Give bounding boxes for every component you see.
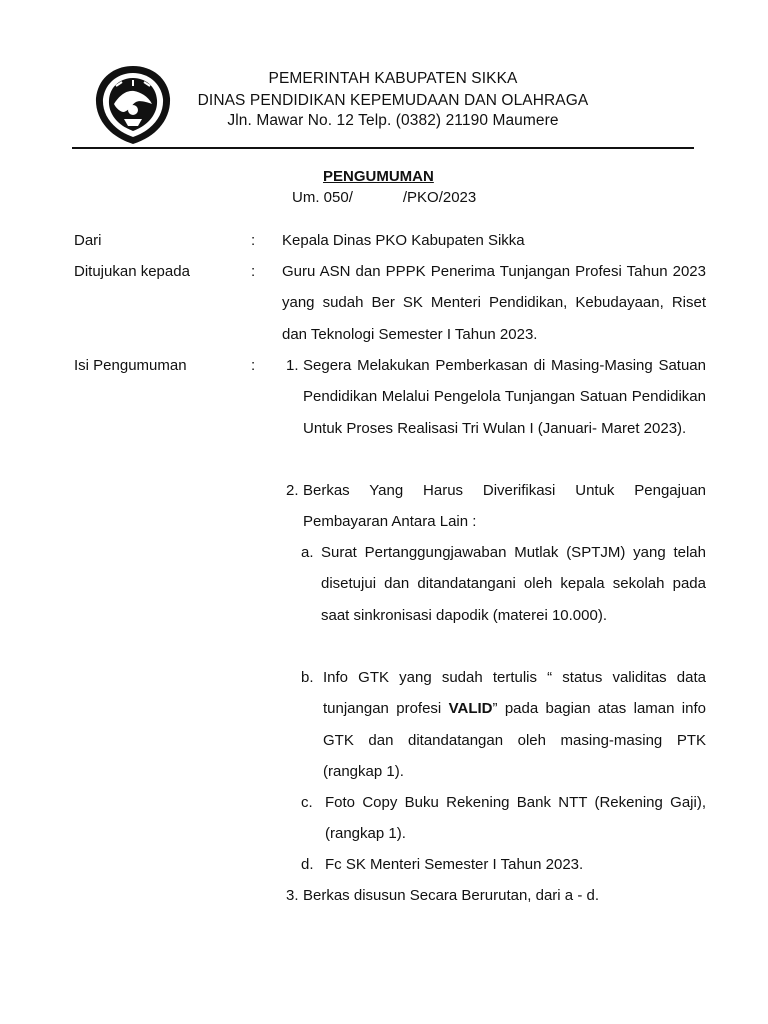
header-address: Jln. Mawar No. 12 Telp. (0382) 21190 Maumere <box>227 112 559 129</box>
item-3-text: Berkas disusun Secara Berurutan, dari a - d. <box>303 887 599 904</box>
header-department-name: DINAS PENDIDIKAN KEPEMUDAAN DAN OLAHRAGA <box>197 92 589 109</box>
valid-status-text: VALID <box>448 700 493 718</box>
announcement-title: PENGUMUMAN <box>323 168 434 185</box>
header-divider <box>72 147 694 149</box>
item-2-number: 2. <box>286 482 299 499</box>
item-1-number: 1. <box>286 357 299 374</box>
sub-item-b-text-start: Info GTK yang sudah tertulis “ status validitas data tunjangan profesi <box>323 669 706 718</box>
number-suffix: /PKO/2023 <box>402 189 477 206</box>
sub-item-a-text: Surat Pertanggungjawaban Mutlak (SPTJM) yang telah disetujui dan ditandatangani oleh kepala sekolah pada saat sinkronisasi dapodik (materei 10.000). <box>321 544 706 624</box>
header-government-name: PEMERINTAH KABUPATEN SIKKA <box>268 70 518 87</box>
from-value: Kepala Dinas PKO Kabupaten Sikka <box>282 232 525 249</box>
recipient-value: Guru ASN dan PPPK Penerima Tunjangan Profesi Tahun 2023 yang sudah Ber SK Menteri Pendidikan, Kebudayaan, Riset dan Teknologi Semester I Tahun 2023. <box>282 263 706 343</box>
sub-item-a-letter: a. <box>301 544 314 561</box>
sub-item-c-text: Foto Copy Buku Rekening Bank NTT (Rekening Gaji), (rangkap 1). <box>325 794 706 843</box>
from-label: Dari <box>74 232 102 249</box>
from-colon: : <box>251 232 256 249</box>
item-2-text: Berkas Yang Harus Diverifikasi Untuk Pengajuan Pembayaran Antara Lain : <box>303 482 706 531</box>
recipient-label: Ditujukan kepada <box>74 263 190 280</box>
sub-item-c-letter: c. <box>301 794 313 811</box>
announcement-number <box>292 189 476 206</box>
content-colon: : <box>251 357 256 374</box>
sub-item-b-text <box>323 662 706 787</box>
number-prefix: Um. 050/ <box>292 189 353 206</box>
item-3-number: 3. <box>286 887 299 904</box>
sub-item-d-letter: d. <box>301 856 314 873</box>
content-label: Isi Pengumuman <box>74 357 187 374</box>
sub-item-b-letter: b. <box>301 669 314 686</box>
recipient-colon: : <box>251 263 256 280</box>
sub-item-d-text: Fc SK Menteri Semester I Tahun 2023. <box>325 856 584 873</box>
item-1-text: Segera Melakukan Pemberkasan di Masing-Masing Satuan Pendidikan Melalui Pengelola Tunjangan Satuan Pendidikan Untuk Proses Realisasi Tri Wulan I (Januari- Maret 2023). <box>303 357 706 437</box>
sub-item-b-text-end: ” pada bagian atas laman info GTK dan ditandatangan oleh masing-masing PTK (rangkap 1). <box>323 700 706 780</box>
